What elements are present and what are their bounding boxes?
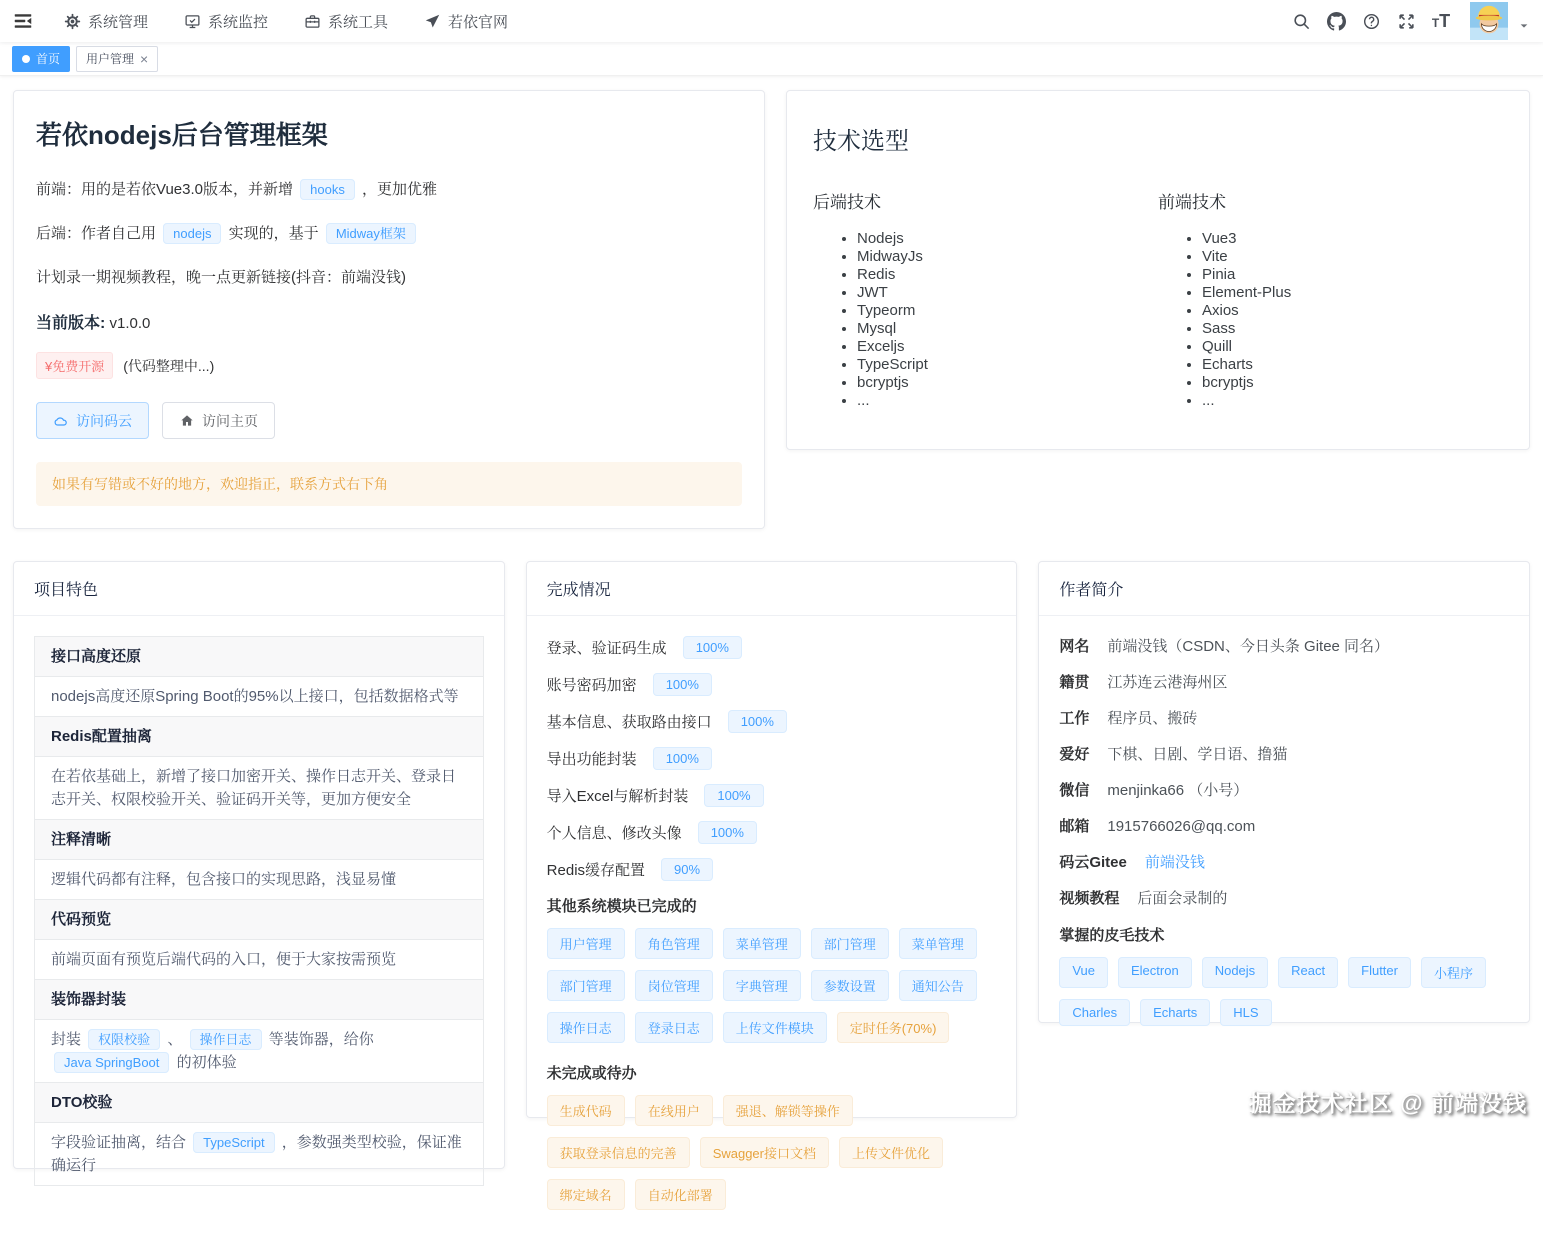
module-tag: 通知公告 (899, 970, 977, 1001)
tech-list-item: • Mysql (857, 320, 1158, 338)
text-segment: 等装饰器，给你 (264, 1031, 374, 1048)
inline-tag: Java SpringBoot (54, 1052, 169, 1073)
tab-label: 用户管理 (86, 52, 135, 66)
skills-title: 掌握的皮毛技术 (1059, 927, 1165, 944)
todo-tag: 在线用户 (635, 1095, 713, 1126)
intro-lines (36, 178, 742, 287)
author-info-label: 籍贯 (1059, 674, 1090, 691)
author-info-value: 程序员、搬砖 (1107, 710, 1198, 727)
home-icon (179, 413, 195, 429)
tech-list-item: • ... (1202, 392, 1503, 410)
completion-row (547, 710, 997, 733)
features-table (34, 636, 484, 1186)
nav-item[interactable] (184, 11, 268, 32)
author-info-row (1059, 636, 1509, 657)
done-modules-title: 其他系统模块已完成的 (546, 898, 697, 915)
module-tag: 菜单管理 (899, 928, 977, 959)
module-tag: 字典管理 (723, 970, 801, 1001)
completion-percent-badge: 100% (683, 636, 742, 659)
free-note: (代码整理中...) (123, 357, 215, 374)
user-avatar[interactable] (1470, 2, 1508, 40)
page-title: 若依nodejs后台管理框架 (36, 120, 328, 150)
todo-tag: Swagger接口文档 (700, 1137, 829, 1168)
tech-list-item: • MidwayJs (857, 248, 1158, 266)
feature-content-row (35, 1123, 483, 1185)
module-tag: 操作日志 (547, 1012, 625, 1043)
tech-list-item: • Echarts (1202, 356, 1503, 374)
sidebar-fold-icon[interactable] (12, 10, 34, 32)
skill-tag: 小程序 (1421, 957, 1486, 988)
skill-tags (1059, 957, 1509, 1037)
warning-alert: 如果有写错或不好的地方，欢迎指正，联系方式右下角 (36, 462, 742, 506)
author-rows (1059, 636, 1509, 909)
module-tag: 登录日志 (635, 1012, 713, 1043)
author-info-label: 工作 (1059, 710, 1090, 727)
text-segment: 、 (163, 1031, 187, 1048)
text-segment: 后端：作者自己用 (36, 225, 161, 242)
author-card-title: 作者简介 (1039, 562, 1529, 616)
monitor-icon (184, 13, 201, 30)
navbar-right (1289, 2, 1529, 40)
tab-label: 首页 (36, 52, 61, 66)
tech-column (813, 188, 1158, 410)
author-info-row (1059, 744, 1509, 765)
completion-percent-badge: 100% (653, 673, 712, 696)
nav-item[interactable] (64, 11, 148, 32)
text-segment: ，更加优雅 (357, 181, 438, 198)
completion-percent-badge: 100% (704, 784, 763, 807)
inline-tag: TypeScript (193, 1132, 274, 1153)
author-info-label: 微信 (1059, 782, 1090, 799)
completion-label: Redis缓存配置 (546, 862, 646, 879)
tags-view-bar (0, 42, 1543, 76)
tech-column (1158, 188, 1503, 410)
author-info-row (1059, 672, 1509, 693)
tech-list-item: • Nodejs (857, 230, 1158, 248)
todo-tag: 获取登录信息的完善 (547, 1137, 690, 1168)
completion-card-title: 完成情况 (527, 562, 1017, 616)
feature-content-row (35, 757, 483, 820)
author-info-value: menjinka66 （小号） (1107, 782, 1249, 799)
tech-column-title: 前端技术 (1158, 193, 1226, 212)
completion-label: 登录、验证码生成 (546, 640, 667, 657)
tech-columns (813, 188, 1503, 410)
author-info-label: 码云Gitee (1059, 854, 1127, 871)
github-icon[interactable] (1324, 9, 1348, 33)
watermark: 掘金技术社区 @ 前端没钱 (1248, 1090, 1527, 1116)
text-segment: 逻辑代码都有注释，包含接口的实现思路，浅显易懂 (51, 871, 397, 888)
skill-tag: Electron (1118, 957, 1192, 988)
intro-line (36, 222, 742, 243)
inline-tag: Midway框架 (326, 223, 416, 244)
main-content (0, 76, 1543, 1203)
text-segment: 前端：用的是若依Vue3.0版本，并新增 (36, 181, 298, 198)
author-info-row (1059, 816, 1509, 837)
completion-row (547, 821, 997, 844)
done-modules-tags (547, 928, 997, 1054)
author-info-label: 邮箱 (1059, 818, 1090, 835)
completion-percent-badge: 100% (728, 710, 787, 733)
tech-card (786, 90, 1530, 450)
text-segment: 实现的，基于 (224, 225, 323, 242)
caret-down-icon[interactable] (1519, 18, 1529, 36)
free-line (36, 352, 742, 379)
author-info-row (1059, 852, 1509, 873)
inline-tag: nodejs (163, 223, 221, 244)
text-segment: Redis配置抽离 (51, 728, 152, 745)
nav-item-label: 系统工具 (328, 13, 389, 31)
text-segment: 注释清晰 (51, 831, 112, 848)
version-label: 当前版本: (36, 315, 106, 332)
completion-label: 导出功能封装 (546, 751, 637, 768)
features-card (13, 561, 505, 1174)
tech-list-item: • ... (857, 392, 1158, 410)
tab-用户管理[interactable] (76, 46, 158, 72)
guide-icon (424, 13, 441, 30)
module-tag: 定时任务(70%) (837, 1012, 950, 1043)
version-line (36, 310, 742, 333)
completion-percent-badge: 90% (661, 858, 713, 881)
module-tag: 上传文件模块 (723, 1012, 827, 1043)
completion-label: 账号密码加密 (546, 677, 637, 694)
nav-item[interactable] (304, 11, 388, 32)
author-info-value: 后面会录制的 (1137, 890, 1228, 907)
text-segment: DTO校验 (51, 1094, 113, 1111)
author-info-row (1059, 888, 1509, 909)
text-segment: 前端页面有预览后端代码的入口，便于大家按需预览 (51, 951, 397, 968)
nav-item-label: 系统管理 (88, 13, 149, 31)
completion-percent-badge: 100% (698, 821, 757, 844)
text-segment: 装饰器封装 (51, 991, 127, 1008)
top-navbar (0, 0, 1543, 42)
gitee-profile-link[interactable]: 前端没钱 (1144, 854, 1205, 871)
feature-header-row (35, 717, 483, 757)
completion-percent-badge: 100% (653, 747, 712, 770)
active-tab-dot (22, 55, 30, 63)
gear-icon (64, 13, 81, 30)
text-segment: nodejs高度还原Spring Boot的95%以上接口，包括数据格式等 (51, 688, 459, 705)
tech-list-item: • Axios (1202, 302, 1503, 320)
completion-label: 导入Excel与解析封装 (546, 788, 689, 805)
intro-buttons (36, 402, 742, 439)
author-info-value: 1915766026@qq.com (1107, 818, 1256, 835)
feature-header-row (35, 637, 483, 677)
author-info-label: 视频教程 (1059, 890, 1120, 907)
intro-card (13, 90, 765, 529)
text-segment: 字段验证抽离，结合 (51, 1134, 191, 1151)
completion-row (547, 784, 997, 807)
inline-tag: 操作日志 (190, 1029, 262, 1050)
feature-content-row (35, 940, 483, 980)
tech-list-item: • Typeorm (857, 302, 1158, 320)
inline-tag: 权限校验 (88, 1029, 160, 1050)
completion-row (547, 636, 997, 659)
completion-row (547, 747, 997, 770)
fullscreen-icon[interactable] (1394, 9, 1418, 33)
tech-list-item: • Quill (1202, 338, 1503, 356)
free-badge: ¥免费开源 (36, 352, 113, 379)
completion-row (547, 673, 997, 696)
skill-tag: Flutter (1348, 957, 1411, 988)
toolbox-icon (304, 13, 321, 30)
feature-header-row (35, 980, 483, 1020)
todo-tags (547, 1095, 997, 1221)
todo-tag: 上传文件优化 (839, 1137, 943, 1168)
skill-tag: HLS (1220, 999, 1271, 1026)
todo-tag: 强退、解锁等操作 (723, 1095, 853, 1126)
author-info-label: 网名 (1059, 638, 1090, 655)
text-segment: ，参数强类型校验，保证准确运行 (51, 1134, 462, 1174)
module-tag: 岗位管理 (635, 970, 713, 1001)
skill-tag: Charles (1059, 999, 1130, 1026)
text-size-icon[interactable]: T T (1431, 11, 1451, 31)
completion-label: 个人信息、修改头像 (546, 825, 682, 842)
visit-gitee-button[interactable] (36, 402, 149, 439)
nav-item-label: 系统监控 (208, 13, 269, 31)
tech-list-item: • Redis (857, 266, 1158, 284)
text-segment: 在若依基础上，新增了接口加密开关、操作日志开关、登录日志开关、权限校验开关、验证码开关等，更加方便安全 (51, 768, 457, 808)
completion-items (547, 636, 997, 881)
module-tag: 角色管理 (635, 928, 713, 959)
cloud-icon (53, 413, 69, 429)
author-info-row (1059, 708, 1509, 729)
inline-tag: hooks (300, 179, 355, 200)
visit-home-button[interactable] (162, 402, 275, 439)
features-card-title: 项目特色 (14, 562, 504, 616)
nav-item-label: 若依官网 (448, 13, 509, 31)
text-segment: 封装 (51, 1031, 86, 1048)
todo-tag: 绑定域名 (547, 1179, 625, 1210)
tech-title: 技术选型 (813, 128, 909, 155)
module-tag: 参数设置 (811, 970, 889, 1001)
author-info-value: 前端没钱（CSDN、今日头条 Gitee 同名） (1107, 638, 1390, 655)
feature-header-row (35, 820, 483, 860)
author-card (1038, 561, 1530, 1023)
module-tag: 菜单管理 (723, 928, 801, 959)
tech-list-item: • Vue3 (1202, 230, 1503, 248)
visit-home-label: 访问主页 (202, 412, 258, 429)
intro-line (36, 266, 742, 287)
tech-list-item: • TypeScript (857, 356, 1158, 374)
tech-list (813, 230, 1158, 410)
skill-tag: React (1278, 957, 1338, 988)
feature-content-row (35, 677, 483, 717)
tech-list-item: • Pinia (1202, 266, 1503, 284)
tech-list-item: • bcryptjs (857, 374, 1158, 392)
tech-list-item: • Sass (1202, 320, 1503, 338)
feature-content-row (35, 860, 483, 900)
tab-close-icon[interactable]: × (140, 50, 149, 67)
tech-list-item: • JWT (857, 284, 1158, 302)
version-value: v1.0.0 (109, 315, 151, 332)
skill-tag: Echarts (1140, 999, 1210, 1026)
todo-tag: 自动化部署 (635, 1179, 726, 1210)
tab-首页[interactable] (12, 46, 70, 72)
text-segment: 接口高度还原 (51, 648, 142, 665)
todo-title: 未完成或待办 (546, 1065, 637, 1082)
feature-header-row (35, 1083, 483, 1123)
completion-row (547, 858, 997, 881)
help-icon[interactable] (1359, 9, 1383, 33)
module-tag: 部门管理 (547, 970, 625, 1001)
author-info-value: 江苏连云港海州区 (1107, 674, 1228, 691)
skill-tag: Nodejs (1202, 957, 1268, 988)
tech-column-title: 后端技术 (813, 193, 881, 212)
nav-menu (64, 11, 508, 32)
tech-list-item: • Vite (1202, 248, 1503, 266)
text-segment: 计划录一期视频教程，晚一点更新链接(抖音：前端没钱) (36, 269, 406, 286)
tech-list-item: • Element-Plus (1202, 284, 1503, 302)
completion-card (526, 561, 1018, 1203)
completion-label: 基本信息、获取路由接口 (546, 714, 712, 731)
visit-gitee-label: 访问码云 (76, 412, 132, 429)
feature-content-row (35, 1020, 483, 1083)
search-icon[interactable] (1289, 9, 1313, 33)
text-segment: 代码预览 (51, 911, 112, 928)
skill-tag: Vue (1059, 957, 1108, 988)
tech-list (1158, 230, 1503, 410)
author-info-row (1059, 780, 1509, 801)
nav-item[interactable] (424, 11, 508, 32)
tech-list-item: • Exceljs (857, 338, 1158, 356)
module-tag: 用户管理 (547, 928, 625, 959)
author-info-value: 下棋、日剧、学日语、撸猫 (1107, 746, 1288, 763)
module-tag: 部门管理 (811, 928, 889, 959)
todo-tag: 生成代码 (547, 1095, 625, 1126)
feature-header-row (35, 900, 483, 940)
tech-list-item: • bcryptjs (1202, 374, 1503, 392)
text-segment: 的初体验 (172, 1054, 237, 1071)
author-info-label: 爱好 (1059, 746, 1090, 763)
intro-line (36, 178, 742, 199)
